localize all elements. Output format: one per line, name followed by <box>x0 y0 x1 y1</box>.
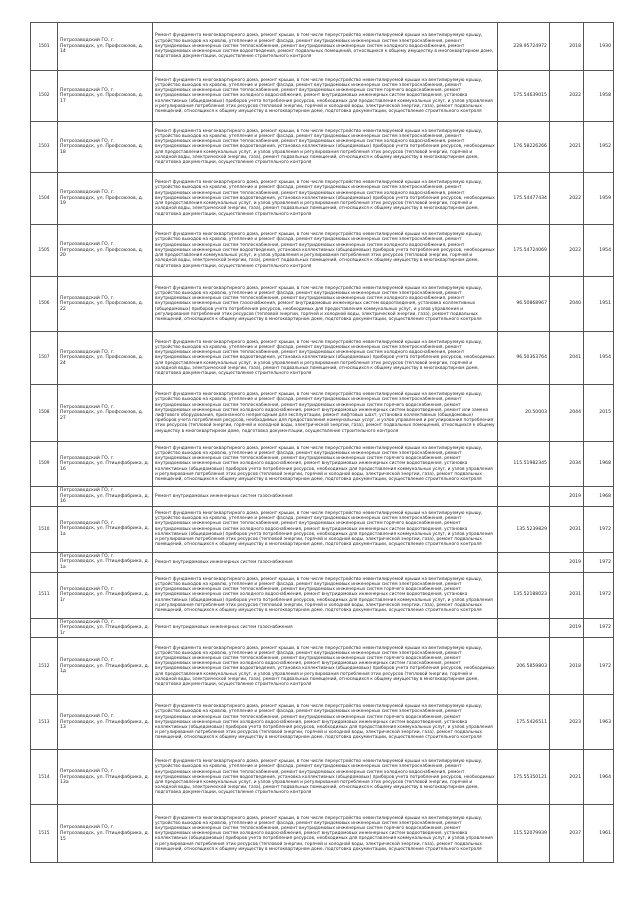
address-cell: Петрозаводский ГО, г. Петрозаводск, ул. Птицефабрика, д. 1г <box>58 618 153 638</box>
cost-cell: 115.52079939 <box>498 805 550 863</box>
repair-year-cell: 2023 <box>550 695 584 750</box>
row-number: 1510 <box>31 506 58 552</box>
row-number: 1511 <box>31 572 58 618</box>
address-cell: Петрозаводский ГО, г. Петрозаводск, ул. Профсоюзов, д. 22 <box>58 277 153 332</box>
address-cell: Петрозаводский ГО, г. Петрозаводск, ул. Профсоюзов, д. 27 <box>58 385 153 442</box>
work-description-cell: Ремонт фундамента многоквартирного дома, ремонт крыши, в том числе переустройство невентилируемой крыши на вентилируемую крышу, устройство выходов на кровлю, утепление и ремонт фасада, ремонт внутридомовых инженерных систем электроснабжения, ремонт внутридомовых инженерных систем теплоснабжения, ремонт внутридомовых инженерных систем горячего водоснабжения, ремонт внутридомовых инженерных систем холодного водоснабжения, ремонт внутридомовых инженерных систем водоотведения, установка коллективных (общедомовых) приборов учета потребления ресурсов, необходимых для предоставления коммунальных услуг, и узлов управления и регулирования потребления этих ресурсов (тепловой энергии, горячей и холодной воды, электрической энергии, газа), ремонт подвальных помещений, относящихся к общему имуществу в многоквартирном доме, подготовка документации, осуществление строительного контроля <box>153 71 498 122</box>
table-row <box>31 225 614 277</box>
repair-year-cell: 2022 <box>550 225 584 277</box>
cost-cell: 206.5859803 <box>498 638 550 695</box>
cost-cell: 228.95724972 <box>498 23 550 71</box>
repair-year-cell: 2022 <box>550 173 584 225</box>
row-number: 1514 <box>31 750 58 805</box>
build-year-cell: 1964 <box>584 750 614 805</box>
table-row <box>31 442 614 487</box>
table-row <box>31 487 614 507</box>
repair-year-cell: 2018 <box>550 638 584 695</box>
cost-cell <box>498 487 550 507</box>
table-row <box>31 805 614 863</box>
row-number <box>31 552 58 572</box>
work-description-cell: Ремонт фундамента многоквартирного дома, ремонт крыши, в том числе переустройство невентилируемой крыши на вентилируемую крышу, устройство выходов на кровлю, утепление и ремонт фасада, ремонт внутридомовых инженерных систем электроснабжения, ремонт внутридомовых инженерных систем теплоснабжения, ремонт внутридомовых инженерных систем горячего водоснабжения, ремонт внутридомовых инженерных систем холодного водоснабжения, ремонт внутридомовых инженерных систем водоотведения, ремонт или замена лифтового оборудования, признанного непригодным для эксплуатации, ремонт лифтовых шахт, установка коллективных (общедомовых) приборов учета потребления ресурсов, необходимых для предоставления коммунальных услуг, и узлов управления и регулирования потребления этих ресурсов (тепловой энергии, горячей и холодной воды, электрической энергии, газа), ремонт подвальных помещений, относящихся к общему имуществу в многоквартирном доме, подготовка документации, осуществление строительного контроля <box>153 385 498 442</box>
address-cell: Петрозаводский ГО, г. Петрозаводск, ул. Птицефабрика, д. 15 <box>58 805 153 863</box>
repair-year-cell: 2019 <box>550 618 584 638</box>
build-year-cell: 1972 <box>584 638 614 695</box>
address-cell: Петрозаводский ГО, г. Петрозаводск, ул. Птицефабрика, д. 1а <box>58 552 153 572</box>
build-year-cell: 1959 <box>584 173 614 225</box>
table-row <box>31 638 614 695</box>
row-number: 1504 <box>31 173 58 225</box>
repair-year-cell: 2041 <box>550 332 584 385</box>
work-description-cell: Ремонт фундамента многоквартирного дома, ремонт крыши, в том числе переустройство невентилируемой крыши на вентилируемую крышу, устройство выходов на кровлю, утепление и ремонт фасада, ремонт внутридомовых инженерных систем электроснабжения, ремонт внутридомовых инженерных систем теплоснабжения, ремонт внутридомовых инженерных систем холодного водоснабжения, ремонт внутридомовых инженерных систем водоотведения, установка коллективных (общедомовых) приборов учета потребления ресурсов, необходимых для предоставления коммунальных услуг, и узлов управления и регулирования потребления этих ресурсов (тепловой энергии, горячей и холодной воды, электрической энергии, газа), ремонт подвальных помещений, относящихся к общему имуществу в многоквартирном доме, подготовка документации, осуществление строительного контроля <box>153 173 498 225</box>
build-year-cell: 1972 <box>584 572 614 618</box>
cost-cell: 175.54724069 <box>498 225 550 277</box>
row-number: 1501 <box>31 23 58 71</box>
address-cell: Петрозаводский ГО, г. Петрозаводск, ул. Профсоюзов, д. 20 <box>58 225 153 277</box>
work-description-cell: Ремонт фундамента многоквартирного дома, ремонт крыши, в том числе переустройство невентилируемой крыши на вентилируемую крышу, устройство выходов на кровлю, утепление и ремонт фасада, ремонт внутридомовых инженерных систем электроснабжения, ремонт внутридомовых инженерных систем теплоснабжения, ремонт внутридомовых инженерных систем горячего водоснабжения, ремонт внутридомовых инженерных систем холодного водоснабжения, ремонт внутридомовых инженерных систем водоотведения, установка коллективных (общедомовых) приборов учета потребления ресурсов, необходимых для предоставления коммунальных услуг, и узлов управления и регулирования потребления этих ресурсов (тепловой энергии, горячей и холодной воды, электрической энергии, газа), ремонт подвальных помещений, относящихся к общему имуществу в многоквартирном доме, подготовка документации, осуществление строительного контроля <box>153 805 498 863</box>
build-year-cell: 2015 <box>584 385 614 442</box>
table-row <box>31 71 614 122</box>
address-cell: Петрозаводский ГО, г. Петрозаводск, ул. Птицефабрика, д. 16 <box>58 487 153 507</box>
work-description-cell: Ремонт внутридомовых инженерных систем газоснабжения <box>153 618 498 638</box>
work-description-cell: Ремонт фундамента многоквартирного дома, ремонт крыши, в том числе переустройство невентилируемой крыши на вентилируемую крышу, устройство выходов на кровлю, утепление и ремонт фасада, ремонт внутридомовых инженерных систем электроснабжения, ремонт внутридомовых инженерных систем теплоснабжения, ремонт внутридомовых инженерных систем горячего водоснабжения, ремонт внутридомовых инженерных систем холодного водоснабжения, ремонт внутридомовых инженерных систем газоснабжения, ремонт внутридомовых инженерных систем водоотведения, установка коллективных (общедомовых) приборов учета потребления ресурсов, необходимых для предоставления коммунальных услуг, и узлов управления и регулирования потребления этих ресурсов (тепловой энергии, горячей и холодной воды, электрической энергии, газа), ремонт подвальных помещений, относящихся к общему имуществу в многоквартирном доме, подготовка документации, осуществление строительного контроля <box>153 638 498 695</box>
build-year-cell: 1930 <box>584 23 614 71</box>
repair-year-cell: 2019 <box>550 552 584 572</box>
table-row <box>31 277 614 332</box>
cost-cell: 115.51982345 <box>498 442 550 487</box>
table-row <box>31 385 614 442</box>
address-cell: Петрозаводский ГО, г. Петрозаводск, ул. Профсоюзов, д. 19 <box>58 173 153 225</box>
work-description-cell: Ремонт фундамента многоквартирного дома, ремонт крыши, в том числе переустройство невентилируемой крыши на вентилируемую крышу, устройство выходов на кровлю, утепление и ремонт фасада, ремонт внутридомовых инженерных систем электроснабжения, ремонт внутридомовых инженерных систем теплоснабжения, ремонт внутридомовых инженерных систем холодного водоснабжения, ремонт внутридомовых инженерных систем водоотведения, установка коллективных (общедомовых) приборов учета потребления ресурсов, необходимых для предоставления коммунальных услуг, и узлов управления и регулирования потребления этих ресурсов (тепловой энергии, горячей и холодной воды, электрической энергии, газа), ремонт подвальных помещений, относящихся к общему имуществу в многоквартирном доме, подготовка документации, осуществление строительного контроля <box>153 332 498 385</box>
capital-repair-table <box>30 22 614 863</box>
address-cell: Петрозаводский ГО, г. Петрозаводск, ул. Профсоюзов, д. 24 <box>58 332 153 385</box>
table-row <box>31 506 614 552</box>
repair-year-cell: 2037 <box>550 805 584 863</box>
build-year-cell: 1968 <box>584 442 614 487</box>
address-cell: Петрозаводский ГО, г. Петрозаводск, ул. Профсоюзов, д. 14 <box>58 23 153 71</box>
build-year-cell: 1952 <box>584 122 614 173</box>
repair-year-cell: 2018 <box>550 23 584 71</box>
cost-cell: 135.52188023 <box>498 572 550 618</box>
table-row <box>31 23 614 71</box>
row-number: 1503 <box>31 122 58 173</box>
build-year-cell: 1972 <box>584 506 614 552</box>
row-number: 1505 <box>31 225 58 277</box>
address-cell: Петрозаводский ГО, г. Петрозаводск, ул. Птицефабрика, д. 1а <box>58 506 153 552</box>
cost-cell: 96.50868967 <box>498 277 550 332</box>
work-description-cell: Ремонт фундамента многоквартирного дома, ремонт крыши, в том числе переустройство невентилируемой крыши на вентилируемую крышу, устройство выходов на кровлю, утепление и ремонт фасада, ремонт внутридомовых инженерных систем электроснабжения, ремонт внутридомовых инженерных систем теплоснабжения, ремонт внутридомовых инженерных систем горячего водоснабжения, ремонт внутридомовых инженерных систем холодного водоснабжения, ремонт внутридомовых инженерных систем водоотведения, установка коллективных (общедомовых) приборов учета потребления ресурсов, необходимых для предоставления коммунальных услуг, и узлов управления и регулирования потребления этих ресурсов (тепловой энергии, горячей и холодной воды, электрической энергии, газа), ремонт подвальных помещений, относящихся к общему имуществу в многоквартирном доме, подготовка документации, осуществление строительного контроля <box>153 572 498 618</box>
work-description-cell: Ремонт фундамента многоквартирного дома, ремонт крыши, в том числе переустройство невентилируемой крыши на вентилируемую крышу, устройство выходов на кровлю, утепление и ремонт фасада, ремонт внутридомовых инженерных систем электроснабжения, ремонт внутридомовых инженерных систем теплоснабжения, ремонт внутридомовых инженерных систем горячего водоснабжения, ремонт внутридомовых инженерных систем холодного водоснабжения, ремонт внутридомовых инженерных систем водоотведения, установка коллективных (общедомовых) приборов учета потребления ресурсов, необходимых для предоставления коммунальных услуг, и узлов управления и регулирования потребления этих ресурсов (тепловой энергии, горячей и холодной воды, электрической энергии, газа), ремонт подвальных помещений, относящихся к общему имуществу в многоквартирном доме, подготовка документации, осуществление строительного контроля <box>153 695 498 750</box>
work-description-cell: Ремонт фундамента многоквартирного дома, ремонт крыши, в том числе переустройство невентилируемой крыши на вентилируемую крышу, устройство выходов на кровлю, утепление и ремонт фасада, ремонт внутридомовых инженерных систем электроснабжения, ремонт внутридомовых инженерных систем теплоснабжения, ремонт внутридомовых инженерных систем холодного водоснабжения, ремонт внутридомовых инженерных систем водоотведения, установка коллективных (общедомовых) приборов учета потребления ресурсов, необходимых для предоставления коммунальных услуг, и узлов управления и регулирования потребления этих ресурсов (тепловой энергии, горячей и холодной воды, электрической энергии, газа), ремонт подвальных помещений, относящихся к общему имуществу в многоквартирном доме, подготовка документации, осуществление строительного контроля <box>153 750 498 805</box>
repair-year-cell: 2044 <box>550 385 584 442</box>
build-year-cell: 1972 <box>584 618 614 638</box>
repair-year-cell: 2034 <box>550 442 584 487</box>
build-year-cell: 1958 <box>584 71 614 122</box>
row-number: 1502 <box>31 71 58 122</box>
cost-cell: 135.5239829 <box>498 506 550 552</box>
work-description-cell: Ремонт фундамента многоквартирного дома, ремонт крыши, в том числе переустройство невентилируемой крыши на вентилируемую крышу, устройство выходов на кровлю, утепление и ремонт фасада, ремонт внутридомовых инженерных систем электроснабжения, ремонт внутридомовых инженерных систем теплоснабжения, ремонт внутридомовых инженерных систем холодного водоснабжения, ремонт внутридомовых инженерных систем водоотведения, установка коллективных (общедомовых) приборов учета потребления ресурсов, необходимых для предоставления коммунальных услуг, и узлов управления и регулирования потребления этих ресурсов (тепловой энергии, горячей и холодной воды, электрической энергии, газа), ремонт подвальных помещений, относящихся к общему имуществу в многоквартирном доме, подготовка документации, осуществление строительного контроля <box>153 225 498 277</box>
row-number: 1507 <box>31 332 58 385</box>
cost-cell: 175.5426511 <box>498 695 550 750</box>
address-cell: Петрозаводский ГО, г. Петрозаводск, ул. Птицефабрика, д. 13 <box>58 695 153 750</box>
repair-year-cell: 2031 <box>550 572 584 618</box>
table-row <box>31 173 614 225</box>
build-year-cell: 1972 <box>584 552 614 572</box>
row-number: 1512 <box>31 638 58 695</box>
build-year-cell: 1961 <box>584 805 614 863</box>
repair-year-cell: 2040 <box>550 277 584 332</box>
work-description-cell: Ремонт фундамента многоквартирного дома, ремонт крыши, в том числе переустройство невентилируемой крыши на вентилируемую крышу, устройство выходов на кровлю, утепление и ремонт фасада, ремонт внутридомовых инженерных систем электроснабжения, ремонт внутридомовых инженерных систем теплоснабжения, ремонт внутридомовых инженерных систем горячего водоснабжения, ремонт внутридомовых инженерных систем холодного водоснабжения, ремонт внутридомовых инженерных систем водоотведения, установка коллективных (общедомовых) приборов учета потребления ресурсов, необходимых для предоставления коммунальных услуг, и узлов управления и регулирования потребления этих ресурсов (тепловой энергии, горячей и холодной воды, электрической энергии, газа), ремонт подвальных помещений, относящихся к общему имуществу в многоквартирном доме, подготовка документации, осуществление строительного контроля <box>153 506 498 552</box>
row-number <box>31 618 58 638</box>
row-number <box>31 487 58 507</box>
repair-year-cell: 2021 <box>550 750 584 805</box>
repair-year-cell: 2022 <box>550 71 584 122</box>
table-row <box>31 618 614 638</box>
address-cell: Петрозаводский ГО, г. Петрозаводск, ул. Профсоюзов, д. 18 <box>58 122 153 173</box>
work-description-cell: Ремонт фундамента многоквартирного дома, ремонт крыши, в том числе переустройство невентилируемой крыши на вентилируемую крышу, устройство выходов на кровлю, утепление и ремонт фасада, ремонт внутридомовых инженерных систем электроснабжения, ремонт внутридомовых инженерных систем теплоснабжения, ремонт внутридомовых инженерных систем холодного водоснабжения, ремонт внутридомовых инженерных систем водоотведения, установка коллективных (общедомовых) приборов учета потребления ресурсов, необходимых для предоставления коммунальных услуг, и узлов управления и регулирования потребления этих ресурсов (тепловой энергии, горячей и холодной воды, электрической энергии, газа), ремонт подвальных помещений, относящихся к общему имуществу в многоквартирном доме, подготовка документации, осуществление строительного контроля <box>153 122 498 173</box>
row-number: 1509 <box>31 442 58 487</box>
repair-year-cell: 2031 <box>550 506 584 552</box>
table-row <box>31 572 614 618</box>
cost-cell: 175.55350121 <box>498 750 550 805</box>
row-number: 1506 <box>31 277 58 332</box>
build-year-cell: 1954 <box>584 332 614 385</box>
work-description-cell: Ремонт фундамента многоквартирного дома, ремонт крыши, в том числе переустройство невентилируемой крыши на вентилируемую крышу, устройство выходов на кровлю, утепление и ремонт фасада, ремонт внутридомовых инженерных систем электроснабжения, ремонт внутридомовых инженерных систем теплоснабжения, ремонт внутридомовых инженерных систем горячего водоснабжения, ремонт внутридомовых инженерных систем холодного водоснабжения, ремонт внутридомовых инженерных систем водоотведения, установка коллективных (общедомовых) приборов учета потребления ресурсов, необходимых для предоставления коммунальных услуг, и узлов управления и регулирования потребления этих ресурсов (тепловой энергии, горячей и холодной воды, электрической энергии, газа), ремонт подвальных помещений, относящихся к общему имуществу в многоквартирном доме, подготовка документации, осуществление строительного контроля <box>153 442 498 487</box>
work-description-cell: Ремонт фундамента многоквартирного дома, ремонт крыши, в том числе переустройство невентилируемой крыши на вентилируемую крышу, устройство выходов на кровлю, утепление и ремонт фасада, ремонт внутридомовых инженерных систем электроснабжения, ремонт внутридомовых инженерных систем теплоснабжения, ремонт внутридомовых инженерных систем холодного водоснабжения, ремонт внутридомовых инженерных систем водоотведения, ремонт подвальных помещений, относящихся к общему имуществу в многоквартирном доме, подготовка документации, осуществление строительного контроля <box>153 23 498 71</box>
table-body <box>31 23 614 863</box>
table-row <box>31 750 614 805</box>
table-row <box>31 695 614 750</box>
build-year-cell: 1968 <box>584 487 614 507</box>
row-number: 1515 <box>31 805 58 863</box>
build-year-cell: 1951 <box>584 277 614 332</box>
row-number: 1513 <box>31 695 58 750</box>
build-year-cell: 1963 <box>584 695 614 750</box>
table-row <box>31 552 614 572</box>
build-year-cell: 1954 <box>584 225 614 277</box>
work-description-cell: Ремонт внутридомовых инженерных систем газоснабжения <box>153 487 498 507</box>
work-description-cell: Ремонт фундамента многоквартирного дома, ремонт крыши, в том числе переустройство невентилируемой крыши на вентилируемую крышу, устройство выходов на кровлю, утепление и ремонт фасада, ремонт внутридомовых инженерных систем электроснабжения, ремонт внутридомовых инженерных систем теплоснабжения, ремонт внутридомовых инженерных систем холодного водоснабжения, ремонт внутридомовых инженерных систем газоснабжения, ремонт внутридомовых инженерных систем водоотведения, установка коллективных (общедомовых) приборов учета потребления ресурсов, необходимых для предоставления коммунальных услуг, и узлов управления и регулирования потребления этих ресурсов (тепловой энергии, горячей и холодной воды, электрической энергии, газа), ремонт подвальных помещений, относящихся к общему имуществу в многоквартирном доме, подготовка документации, осуществление строительного контроля <box>153 277 498 332</box>
repair-year-cell: 2019 <box>550 487 584 507</box>
repair-year-cell: 2021 <box>550 122 584 173</box>
cost-cell <box>498 618 550 638</box>
cost-cell: 176.58226266 <box>498 122 550 173</box>
address-cell: Петрозаводский ГО, г. Петрозаводск, ул. Птицефабрика, д. 16 <box>58 442 153 487</box>
table-row <box>31 122 614 173</box>
cost-cell <box>498 552 550 572</box>
row-number: 1508 <box>31 385 58 442</box>
work-description-cell: Ремонт внутридомовых инженерных систем газоснабжения <box>153 552 498 572</box>
cost-cell: 175.54639015 <box>498 71 550 122</box>
address-cell: Петрозаводский ГО, г. Петрозаводск, ул. Птицефабрика, д. 13а <box>58 750 153 805</box>
address-cell: Петрозаводский ГО, г. Петрозаводск, ул. Птицефабрика, д. 1д <box>58 638 153 695</box>
cost-cell: 20.50003 <box>498 385 550 442</box>
address-cell: Петрозаводский ГО, г. Петрозаводск, ул. Птицефабрика, д. 1г <box>58 572 153 618</box>
table-row <box>31 332 614 385</box>
document-page <box>30 22 613 863</box>
address-cell: Петрозаводский ГО, г. Петрозаводск, ул. Профсоюзов, д. 17 <box>58 71 153 122</box>
cost-cell: 175.54477434 <box>498 173 550 225</box>
cost-cell: 96.50363764 <box>498 332 550 385</box>
